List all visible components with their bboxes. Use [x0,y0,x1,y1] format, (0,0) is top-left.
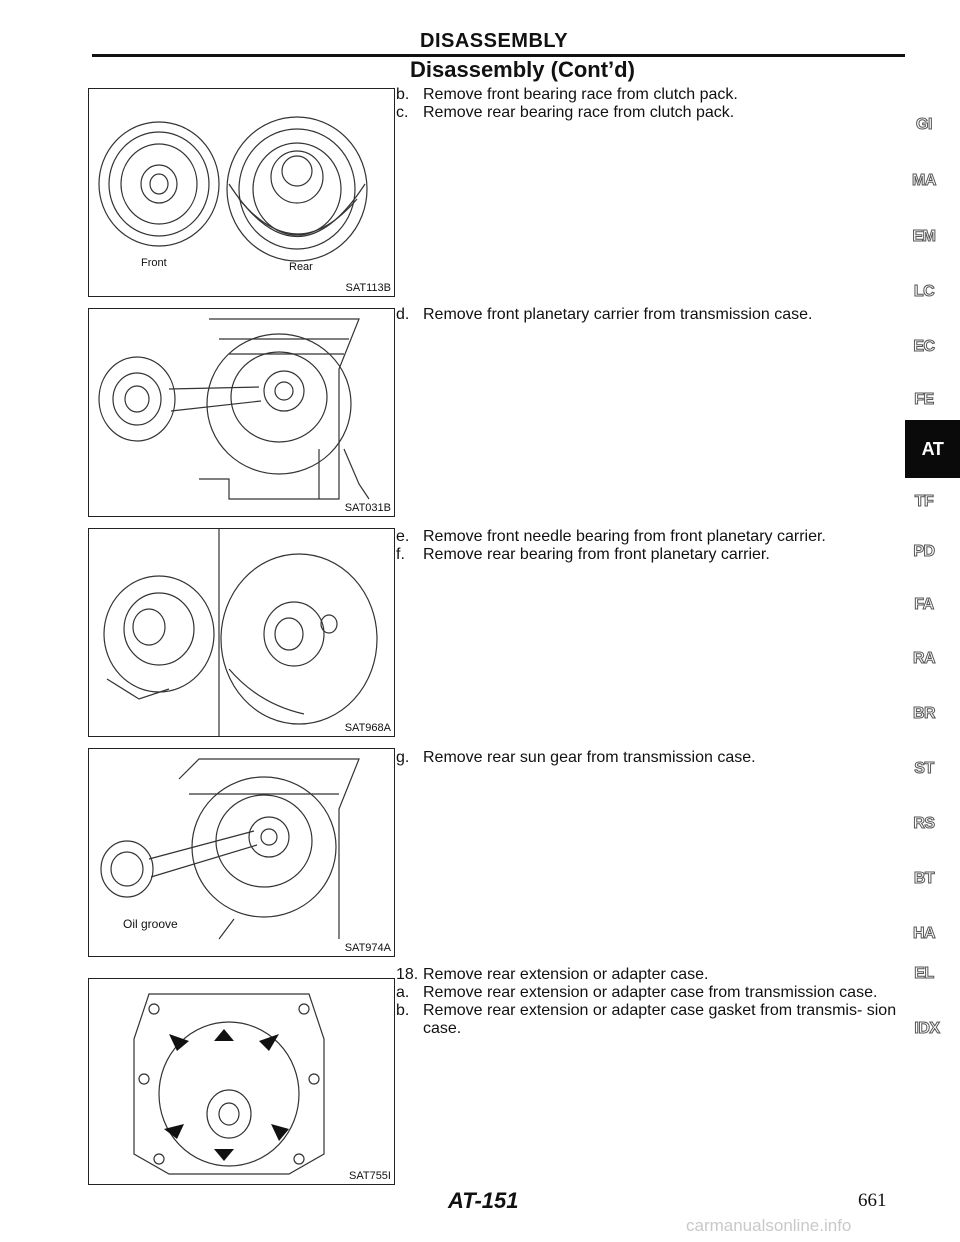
figure-code: SAT031B [344,502,391,514]
watermark: carmanualsonline.info [686,1216,852,1235]
steps-group-bc [396,86,906,122]
tab-tf[interactable]: TF [914,493,934,510]
step-text: Remove rear sun gear from transmission case. [423,749,756,766]
figure-rear-sun-gear [88,748,395,957]
tab-ma[interactable]: MA [912,172,936,189]
step-key: d. [396,306,410,323]
step-text: Remove front needle bearing from front planetary carrier. [423,528,826,545]
step-item [396,104,906,122]
step-item [396,546,906,564]
figure-extension-case [88,978,395,1185]
step-key: e. [396,528,410,545]
transmission-case-illustration [89,309,394,516]
steps-group-18 [396,966,898,1038]
step-text: Remove rear extension or adapter case. [423,966,709,983]
step-key: g. [396,749,410,766]
step-text: Remove rear extension or adapter case gasket from transmis- sion case. [423,1002,897,1037]
steps-group-ef [396,528,906,564]
step-item [396,966,898,984]
step-item [396,86,906,104]
label-front: Front [141,257,167,269]
figure-needle-bearing [88,528,395,737]
tab-ec[interactable]: EC [913,338,935,355]
figure-front-planetary-carrier [88,308,395,517]
tab-at-active[interactable]: AT [905,420,960,478]
figure-clutch-pack-races [88,88,395,297]
step-text: Remove rear extension or adapter case from transmission case. [423,984,878,1001]
step-item [396,528,906,546]
step-item [396,306,906,324]
step-text: Remove front bearing race from clutch pack. [423,86,738,103]
tab-ha[interactable]: HA [912,925,936,942]
steps-group-d [396,306,906,324]
section-title: DISASSEMBLY [420,30,569,52]
step-key: b. [396,86,410,103]
step-key: 18. [396,966,419,983]
tab-rs[interactable]: RS [913,815,935,832]
step-key: a. [396,984,410,1001]
tab-br[interactable]: BR [912,705,936,722]
tab-ra[interactable]: RA [912,650,936,667]
tab-el[interactable]: EL [914,965,934,982]
tab-pd[interactable]: PD [913,543,935,560]
tab-idx[interactable]: IDX [914,1020,940,1037]
step-text: Remove rear bearing from front planetary carrier. [423,546,770,563]
figure-code: SAT968A [344,722,391,734]
figure-code: SAT755I [349,1170,391,1182]
clutch-pack-illustration [89,89,394,296]
tab-gi[interactable]: GI [916,116,932,133]
figure-code: SAT113B [345,282,391,294]
extension-case-illustration [89,979,394,1184]
step-item [396,984,898,1002]
tab-fa[interactable]: FA [914,596,934,613]
step-item [396,1002,898,1038]
tab-lc[interactable]: LC [913,283,935,300]
tab-em[interactable]: EM [912,228,936,245]
label-rear: Rear [289,261,313,273]
step-text: Remove front planetary carrier from transmission case. [423,306,813,323]
step-item [396,749,906,767]
step-key: c. [396,104,409,121]
figure-code: SAT974A [344,942,391,954]
tab-bt[interactable]: BT [913,870,935,887]
tab-fe[interactable]: FE [914,391,934,408]
label-oil-groove: Oil groove [123,917,178,931]
tab-st[interactable]: ST [914,760,934,777]
step-key: f. [396,546,405,563]
steps-group-g [396,749,906,767]
page-number: 661 [858,1190,887,1211]
section-subtitle: Disassembly (Cont’d) [410,57,635,82]
page-code: AT-151 [448,1188,519,1213]
step-key: b. [396,1002,410,1019]
planetary-bearing-illustration [89,529,394,736]
step-text: Remove rear bearing race from clutch pack. [423,104,735,121]
